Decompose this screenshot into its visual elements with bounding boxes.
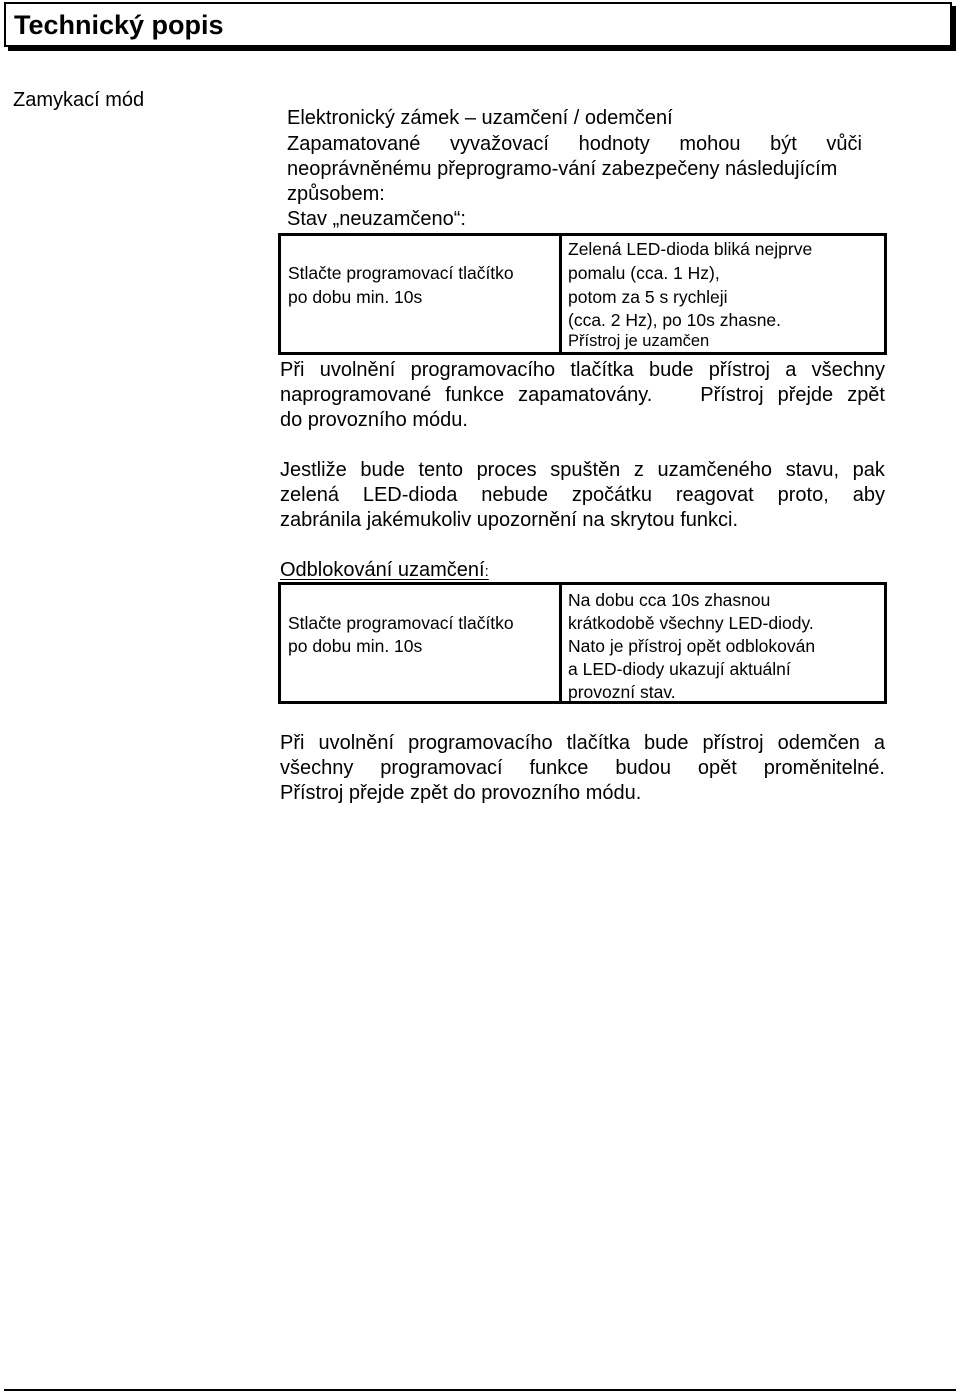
word: programovacího [410, 359, 556, 381]
unlock-heading-text: Odblokování uzamčení [280, 559, 485, 581]
word: LED-dioda [362, 484, 458, 506]
paragraph-line: zabránila jakémukoliv upozornění na skrytou funkci. [280, 509, 739, 531]
page-header [4, 2, 952, 47]
word: všechny [280, 757, 354, 779]
paragraph-line [280, 458, 885, 482]
word: vyvažovací [450, 133, 549, 155]
word: aby [852, 484, 885, 506]
word: Při [280, 359, 305, 381]
word: z [633, 459, 644, 481]
word: naprogramované [280, 384, 432, 406]
table-divider [559, 585, 562, 701]
word: proměnitelné. [763, 757, 885, 779]
word: vůči [826, 133, 862, 155]
word: Přístroj [700, 384, 764, 406]
lock-table [278, 233, 887, 355]
word: přístroj [708, 359, 770, 381]
word: programovací [380, 757, 503, 779]
paragraph-line [280, 756, 885, 780]
table-cell-text: provozní stav. [568, 682, 676, 702]
word: zpočátku [571, 484, 652, 506]
word: tlačítka [570, 359, 634, 381]
word: opět [697, 757, 737, 779]
word: tlačítka [566, 732, 630, 754]
word: budou [615, 757, 671, 779]
word: všechny [811, 359, 885, 381]
word: tento [418, 459, 463, 481]
table-cell-text: po dobu min. 10s [288, 287, 423, 307]
word: být [770, 133, 797, 155]
page-title: Technický popis [14, 10, 224, 40]
table-cell-text: potom za 5 s rychleji [568, 287, 728, 307]
word: uzamčeného [657, 459, 773, 481]
word: uvolnění [318, 732, 395, 754]
paragraph-line [280, 383, 885, 407]
word: hodnoty [578, 133, 650, 155]
word: uvolnění [319, 359, 396, 381]
intro-justified-line [287, 132, 862, 156]
word: a [785, 359, 797, 381]
word: Zapamatované [287, 133, 421, 155]
word: programovacího [408, 732, 553, 754]
paragraph-line: Přístroj přejde zpět do provozního módu. [280, 782, 642, 804]
word: bude [643, 732, 689, 754]
unlock-heading [280, 558, 489, 584]
unlock-table [278, 582, 887, 704]
word: zelená [280, 484, 339, 506]
word: proces [476, 459, 537, 481]
table-cell-text: Na dobu cca 10s zhasnou [568, 590, 771, 610]
word: Jestliže [280, 459, 347, 481]
paragraph-line [280, 731, 885, 755]
table-divider [559, 236, 562, 352]
word: mohou [679, 133, 741, 155]
intro-line: Elektronický zámek – uzamčení / odemčení [287, 107, 673, 129]
paragraph-line [280, 358, 885, 382]
word: bude [360, 459, 405, 481]
table-cell-text: pomalu (cca. 1 Hz), [568, 263, 720, 283]
table-cell-text: Stlačte programovací tlačítko [288, 263, 514, 283]
table-cell-text: Přístroj je uzamčen [568, 332, 710, 350]
word: odemčen [777, 732, 860, 754]
word: zpět [847, 384, 885, 406]
unlock-heading-colon: : [484, 563, 489, 580]
word: Při [280, 732, 305, 754]
word: a [873, 732, 885, 754]
intro-line: neoprávněnému přeprogramo-vání zabezpečeny následujícím [287, 158, 838, 180]
word: proto, [777, 484, 829, 506]
table-cell-text: Zelená LED-dioda bliká nejprve [568, 239, 813, 259]
word: funkce [445, 384, 505, 406]
table-cell-text: po dobu min. 10s [288, 636, 423, 656]
section-label: Zamykací mód [13, 89, 145, 111]
intro-line: způsobem: [287, 183, 385, 205]
word: zapamatovány. [518, 384, 653, 406]
word: funkce [529, 757, 589, 779]
table-cell-text: Stlačte programovací tlačítko [288, 613, 514, 633]
intro-line: Stav „neuzamčeno“: [287, 208, 466, 230]
footer-rule [4, 1389, 956, 1391]
word: přejde [777, 384, 834, 406]
table-cell-text: a LED-diody ukazují aktuální [568, 659, 791, 679]
word: pak [852, 459, 885, 481]
paragraph-line: do provozního módu. [280, 409, 468, 431]
table-cell-text: (cca. 2 Hz), po 10s zhasne. [568, 310, 782, 330]
paragraph-line [280, 483, 885, 507]
word: nebude [481, 484, 549, 506]
word: stavu, [785, 459, 840, 481]
table-cell-text: Nato je přístroj opět odblokován [568, 636, 816, 656]
word: spuštěn [550, 459, 621, 481]
word: bude [649, 359, 694, 381]
table-cell-text: krátkodobě všechny LED-diody. [568, 613, 814, 633]
word: přístroj [702, 732, 764, 754]
word: reagovat [675, 484, 754, 506]
